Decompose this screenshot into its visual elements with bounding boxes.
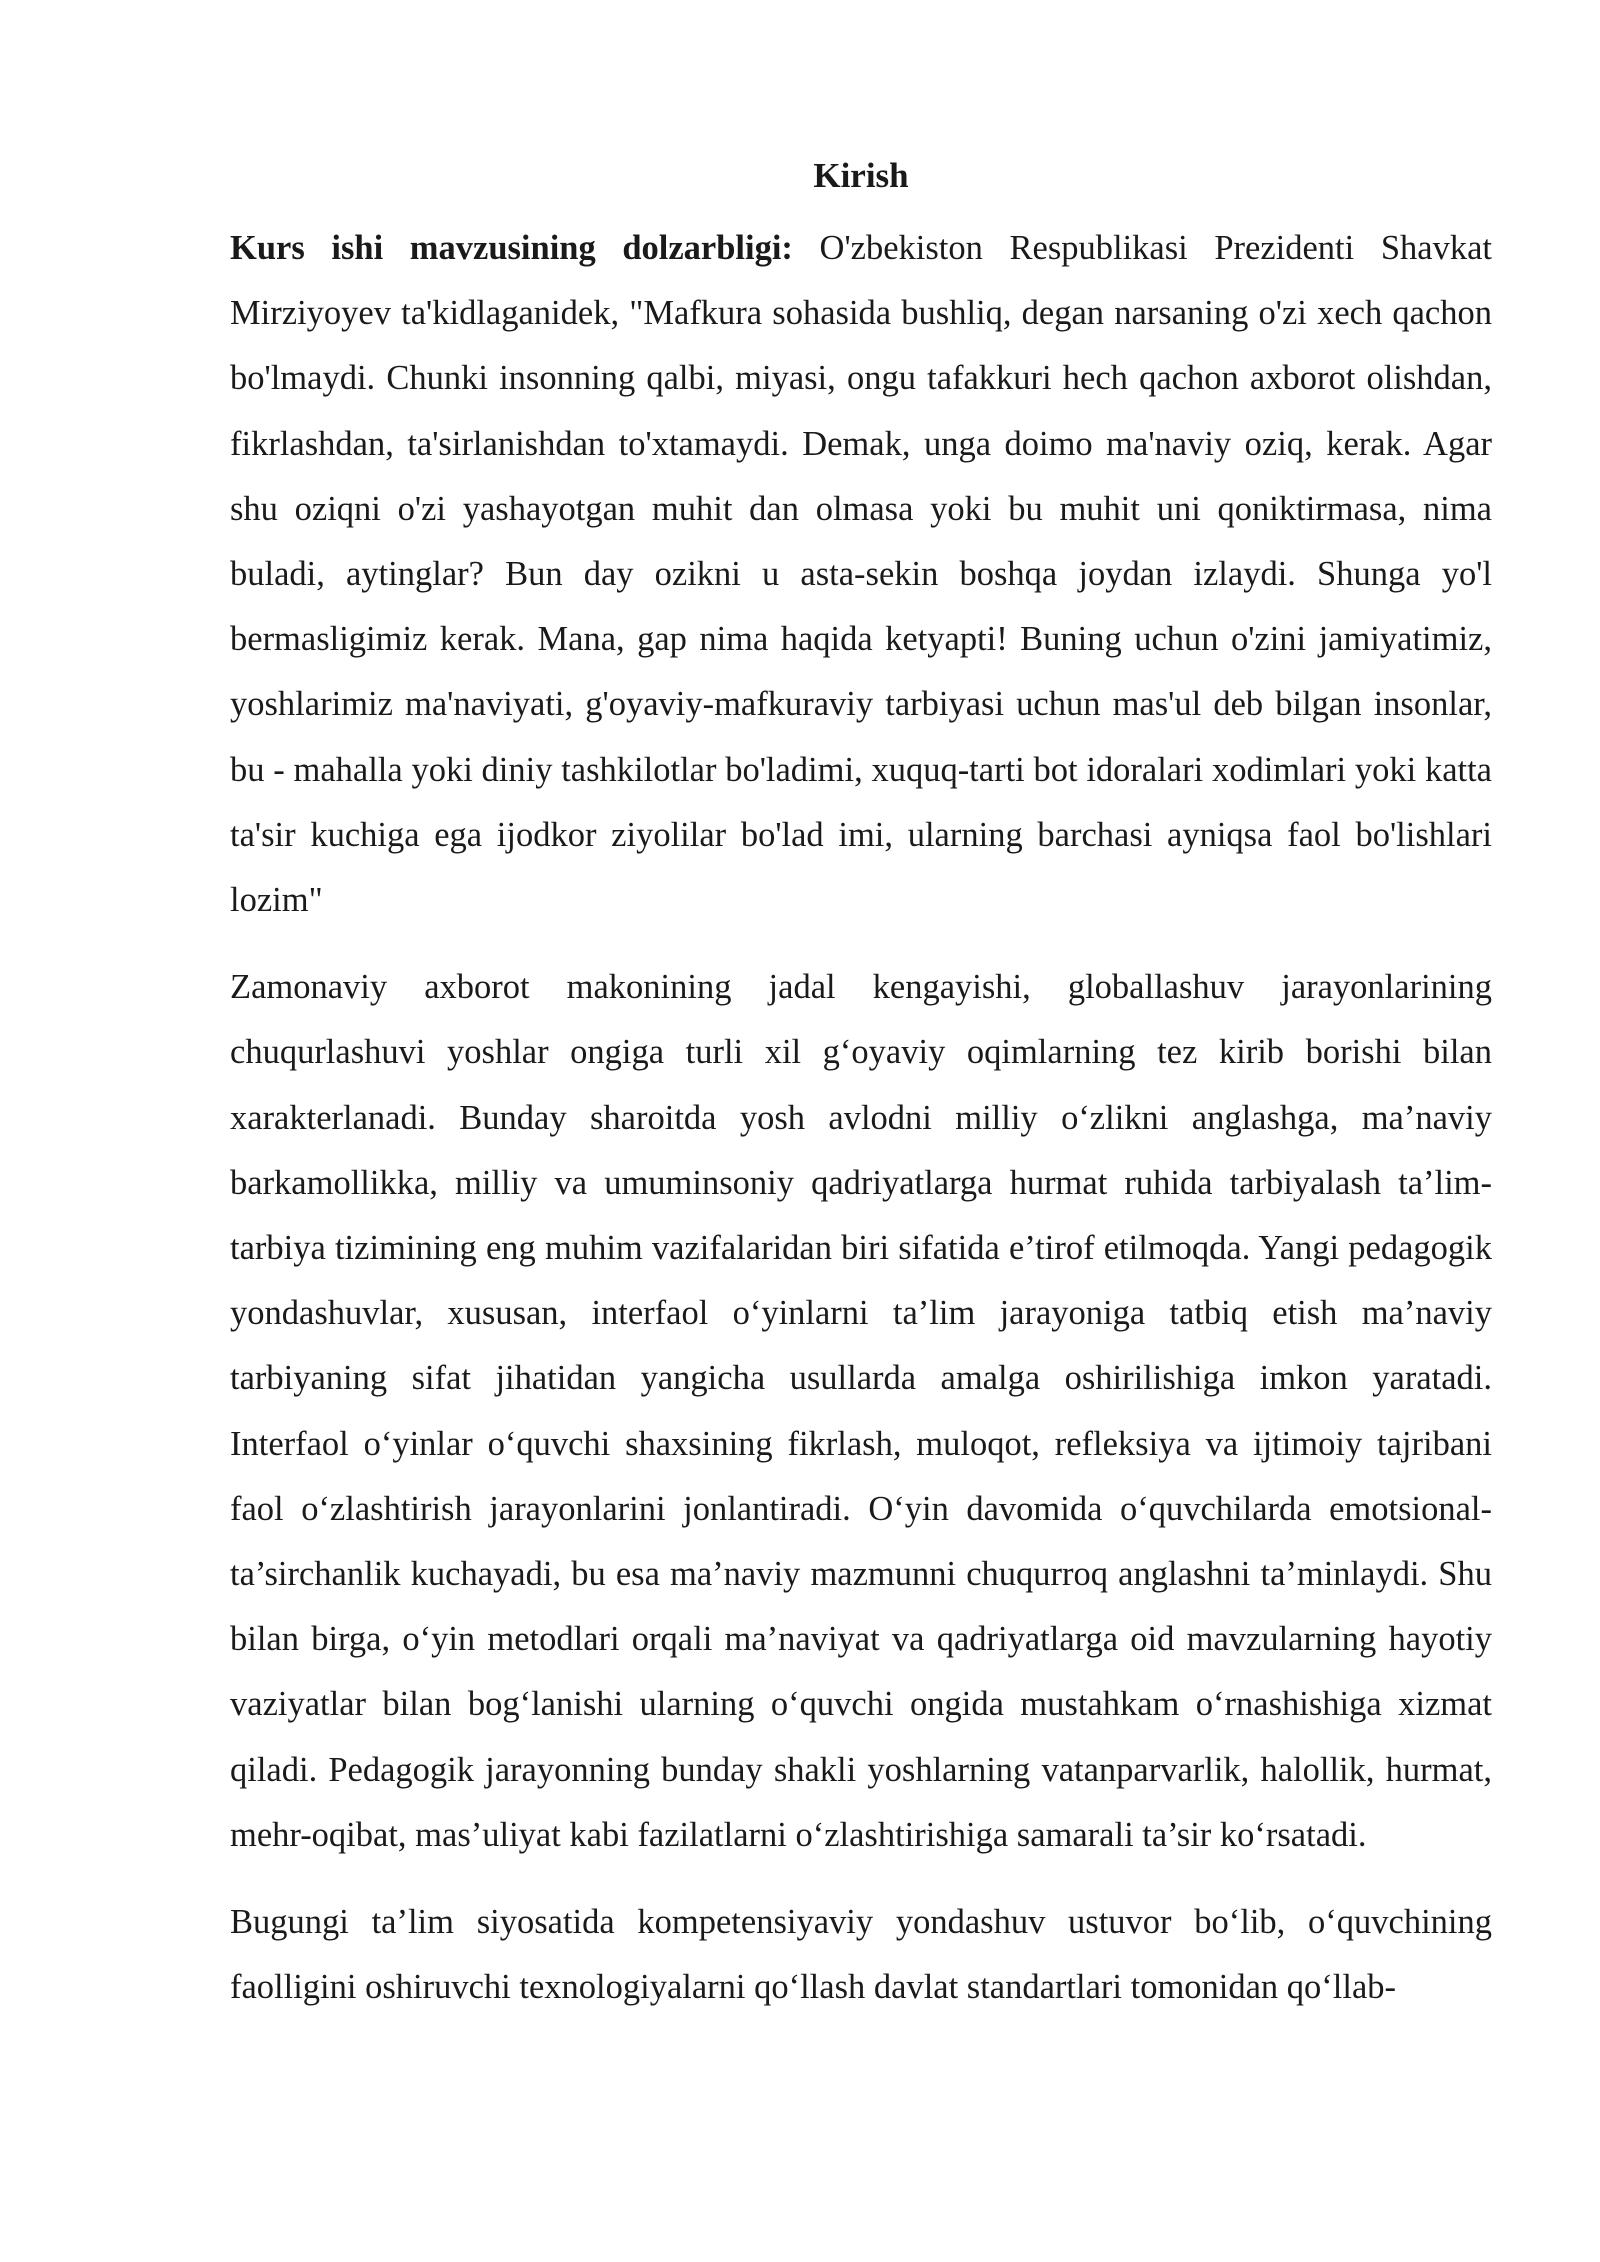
page-title: Kirish — [813, 156, 909, 195]
paragraph-relevance — [230, 216, 1492, 933]
document-body — [230, 148, 1492, 2020]
paragraph-information-space: Zamonaviy axborot makonining jadal kengayishi, globallashuv jarayonlarining chuqurlashuvi yoshlar ongiga turli xil g‘oyaviy oqimlarning tez kirib borishi bilan xarakterlanadi. Bunday sharoitda yosh avlodni milliy o‘zlikni anglashga, ma’naviy barkamollikka, milliy va umuminsoniy qadriyatlarga hurmat ruhida tarbiyalash ta’lim-tarbiya tizimining eng muhim vazifalaridan biri sifatida e’tirof etilmoqda. Yangi pedagogik yondashuvlar, xususan, interfaol o‘yinlarni ta’lim jarayoniga tatbiq etish ma’naviy tarbiyaning sifat jihatidan yangicha usullarda amalga oshirilishiga imkon yaratadi. Interfaol o‘yinlar o‘quvchi shaxsining fikrlash, muloqot, refleksiya va ijtimoiy tajribani faol o‘zlashtirish jarayonlarini jonlantiradi. O‘yin davomida o‘quvchilarda emotsional-ta’sirchanlik kuchayadi, bu esa ma’naviy mazmunni chuqurroq anglashni ta’minlaydi. Shu bilan birga, o‘yin metodlari orqali ma’naviyat va qadriyatlarga oid mavzularning hayotiy vaziyatlar bilan bog‘lanishi ularning o‘quvchi ongida mustahkam o‘rnashishiga xizmat qiladi. Pedagogik jarayonning bunday shakli yoshlarning vatanparvarlik, halollik, hurmat, mehr-oqibat, mas’uliyat kabi fazilatlarni o‘zlashtirishiga samarali ta’sir ko‘rsatadi. — [230, 968, 1492, 1854]
paragraph-text: O'zbekiston Respublikasi Prezidenti Shavkat Mirziyoyev ta'kidlaganidek, "Mafkura sohasida bushliq, degan narsaning o'zi xech qachon bo'lmaydi. Chunki insonning qalbi, miyasi, ongu tafakkuri hech qachon axborot olishdan, fikrlashdan, ta'sirlanishdan to'xtamaydi. Demak, unga doimo ma'naviy oziq, kerak. Agar shu oziqni o'zi yashayotgan muhit dan olmasa yoki bu muhit uni qoniktirmasa, nima buladi, aytinglar? Bun day ozikni u asta-sekin boshqa joydan izlaydi. Shunga yo'l bermasligimiz kerak. Mana, gap nima haqida ketyapti! Buning uchun o'zini jamiyatimiz, yoshlarimiz ma'naviyati, g'oyaviy-mafkuraviy tarbiyasi uchun mas'ul deb bilgan insonlar, bu - mahalla yoki diniy tashkilotlar bo'ladimi, xuquq-tarti bot idoralari xodimlari yoki katta ta'sir kuchiga ega ijodkor ziyolilar bo'lad imi, ularning barchasi ayniqsa faol bo'lishlari lozim" — [230, 229, 1492, 920]
paragraph-education-policy: Bugungi ta’lim siyosatida kompetensiyaviy yondashuv ustuvor bo‘lib, o‘quvchining faolligini oshiruvchi texnologiyalarni qo‘llash davlat standartlari tomonidan qo‘llab- — [230, 1903, 1492, 2007]
paragraph-lead-heading: Kurs ishi mavzusining dolzarbligi: — [230, 229, 793, 267]
